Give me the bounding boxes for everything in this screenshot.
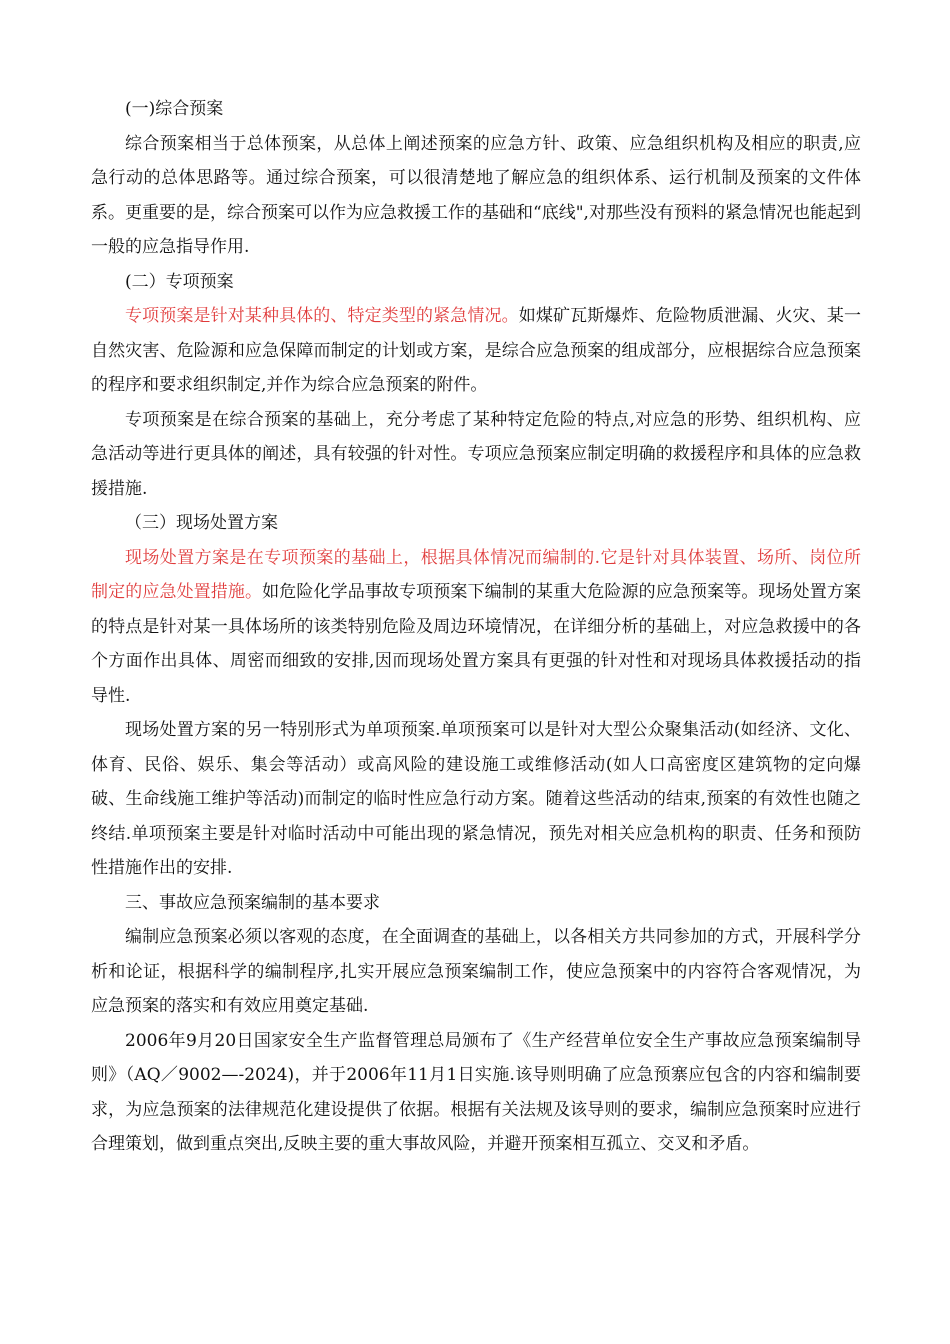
paragraph-text: 专项预案是在综合预案的基础上，充分考虑了某种特定危险的特点,对应急的形势、组织机构、应急活动等进行更具体的阐述，具有较强的针对性。专项应急预案应制定明确的救援程序和具体的应急救援措施. — [91, 409, 861, 499]
paragraph-special-plan-details — [91, 403, 861, 507]
highlighted-text: 现场处置方案是在专项预案的基础上，根据具体情况而编制的.它是针对具体装置、场所、岗位所制定的应急处置措施。 — [91, 547, 861, 602]
paragraph-comprehensive-plan — [91, 127, 861, 265]
paragraph-text: 如危险化学品事故专项预案下编制的某重大危险源的应急预案等。现场处置方案的特点是针对某一具体场所的该类特别危险及周边环境情况，在详细分析的基础上，对应急救援中的各个方面作出具体、周密而细致的安排,因而现场处置方案具有更强的针对性和对现场具体救援括动的指导性. — [91, 582, 862, 706]
paragraph-text: 现场处置方案的另一特别形式为单项预案.单项预案可以是针对大型公众聚集活动(如经济、文化、体育、民俗、娱乐、集会等活动）或高风险的建设施工或维修活动(如人口高密度区建筑物的定向爆破、生命线施工维护等活动)而制定的临时性应急行动方案。随着这些活动的结束,预案的有效性也随之终结.单项预案主要是针对临时活动中可能出现的紧急情况，预先对相关应急机构的职责、任务和预防性措施作出的安排. — [91, 720, 861, 878]
section-heading-comprehensive-plan: (一)综合预案 — [125, 99, 224, 119]
highlighted-text: 专项预案是针对某种具体的、特定类型的紧急情况。 — [125, 306, 519, 326]
paragraph-objective-attitude — [91, 920, 861, 1024]
paragraph-onsite-plan-definition — [91, 541, 861, 714]
paragraph-text: 综合预案相当于总体预案，从总体上阐述预案的应急方针、政策、应急组织机构及相应的职责,应急行动的总体思路等。通过综合预案，可以很清楚地了解应急的组织体系、运行机制及预案的文件体系。更重要的是，综合预案可以作为应急救援工作的基础和“底线",对那些没有预料的紧急情况也能起到一般的应急指导作用. — [91, 133, 861, 257]
paragraph-single-item-plan — [91, 713, 861, 886]
paragraph-text: 2006年9月20日国家安全生产监督管理总局颁布了《生产经营单位安全生产事故应急预案编制导则》（AQ／9002—-2024)，并于2006年11月1日实施.该导则明确了应急预寨应包含的内容和编制要求，为应急预案的法律规范化建设提供了依据。根据有关法规及该导则的要求，编制应急预案时应进行合理策划，做到重点突出,反映主要的重大事故风险，并避开预案相互孤立、交叉和矛盾。 — [91, 1030, 861, 1154]
section-heading-onsite-plan: （三）现场处置方案 — [125, 513, 278, 533]
paragraph-text: 编制应急预案必须以客观的态度，在全面调查的基础上，以各相关方共同参加的方式，开展科学分析和论证，根据科学的编制程序,扎实开展应急预案编制工作，使应急预案中的内容符合客观情况，为应急预案的落实和有效应用奠定基础. — [91, 927, 861, 1016]
section-heading-basic-requirements: 三、事故应急预案编制的基本要求 — [125, 892, 380, 913]
section-heading-special-plan: (二）专项预案 — [125, 271, 234, 292]
paragraph-text: 如煤矿瓦斯爆炸、危险物质泄漏、火灾、某一自然灾害、危险源和应急保障而制定的计划或方案，是综合应急预案的组成部分，应根据综合应急预案的程序和要求组织制定,并作为综合应急预案的附件。 — [91, 306, 862, 395]
paragraph-special-plan-definition — [91, 299, 861, 403]
paragraph-guideline-2006 — [91, 1024, 861, 1162]
document-body — [91, 92, 861, 1162]
